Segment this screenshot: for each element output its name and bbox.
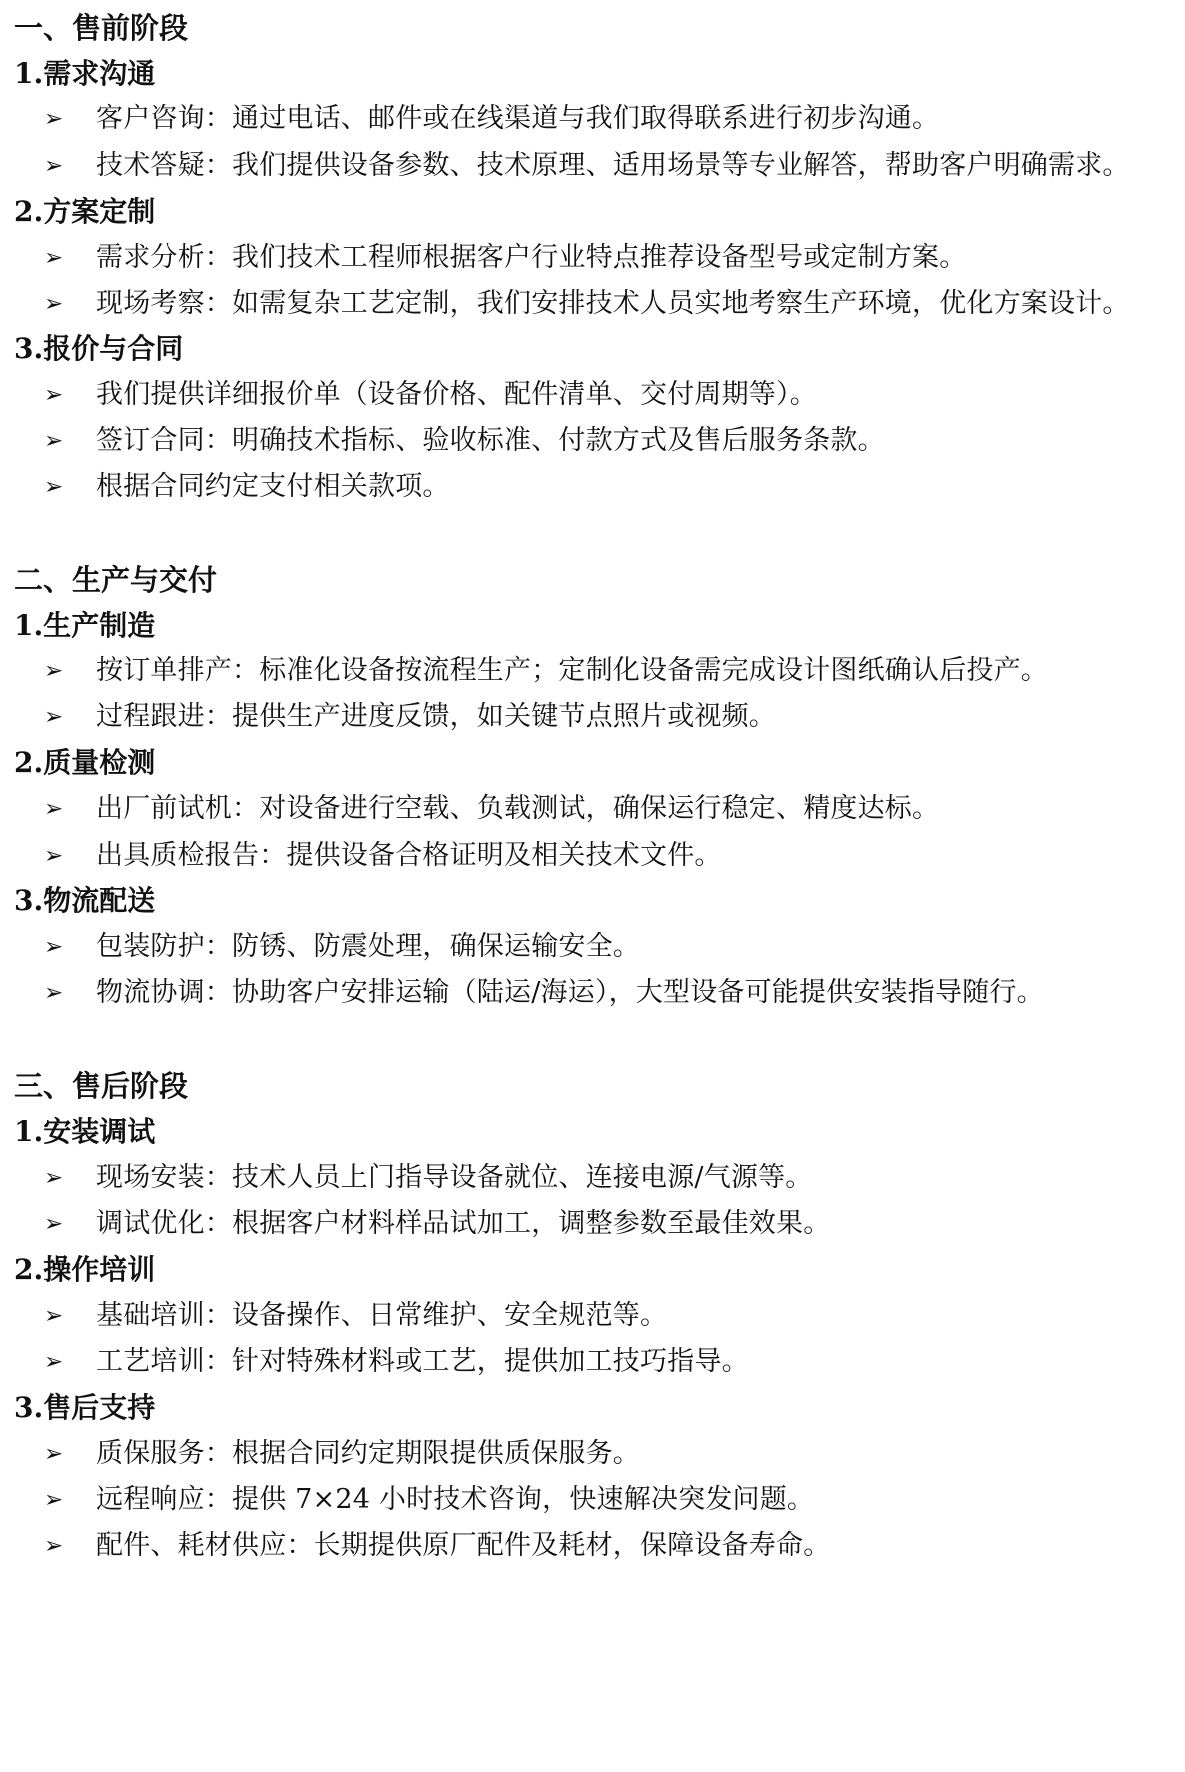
arrow-bullet-icon: ➢ <box>44 291 64 317</box>
arrow-bullet-icon: ➢ <box>44 658 64 684</box>
list-item-text: 质保服务：根据合同约定期限提供质保服务。 <box>96 1438 640 1469</box>
list-item <box>44 1160 813 1196</box>
list-item <box>44 469 450 505</box>
subsection-title-quality-inspection: 2.质量检测 <box>14 746 156 779</box>
list-item <box>44 286 1130 322</box>
section-title-production-delivery: 二、生产与交付 <box>14 563 218 597</box>
subsection-title-support: 3.售后支持 <box>14 1391 156 1424</box>
subsection-title-manufacturing: 1.生产制造 <box>14 609 156 642</box>
arrow-bullet-icon: ➢ <box>44 796 64 822</box>
list-item-text: 需求分析：我们技术工程师根据客户行业特点推荐设备型号或定制方案。 <box>96 242 967 273</box>
subsection-title-logistics: 3.物流配送 <box>14 884 156 917</box>
list-item-text: 调试优化：根据客户材料样品试加工，调整参数至最佳效果。 <box>96 1208 831 1239</box>
list-item-text: 按订单排产：标准化设备按流程生产；定制化设备需完成设计图纸确认后投产。 <box>96 655 1048 686</box>
section-title-presales: 一、售前阶段 <box>14 11 189 45</box>
subsection-title-solution: 2.方案定制 <box>14 195 156 228</box>
list-item <box>44 423 885 459</box>
arrow-bullet-icon: ➢ <box>44 428 64 454</box>
list-item <box>44 377 817 413</box>
list-item <box>44 653 1048 689</box>
list-item-text: 技术答疑：我们提供设备参数、技术原理、适用场景等专业解答，帮助客户明确需求。 <box>96 150 1130 181</box>
subsection-title-installation: 1.安装调试 <box>14 1115 156 1148</box>
arrow-bullet-icon: ➢ <box>44 1303 64 1329</box>
list-item <box>44 101 939 137</box>
arrow-bullet-icon: ➢ <box>44 843 64 869</box>
list-item-text: 基础培训：设备操作、日常维护、安全规范等。 <box>96 1300 668 1331</box>
list-item-text: 我们提供详细报价单（设备价格、配件清单、交付周期等）。 <box>96 379 817 410</box>
list-item <box>44 1344 749 1380</box>
list-item <box>44 929 640 965</box>
list-item-text: 工艺培训：针对特殊材料或工艺，提供加工技巧指导。 <box>96 1346 749 1377</box>
list-item <box>44 1436 640 1472</box>
list-item-text: 物流协调：协助客户安排运输（陆运/海运），大型设备可能提供安装指导随行。 <box>96 977 1044 1008</box>
list-item <box>44 838 722 874</box>
list-item-text: 远程响应：提供 7×24 小时技术咨询，快速解决突发问题。 <box>96 1484 815 1515</box>
arrow-bullet-icon: ➢ <box>44 474 64 500</box>
list-item <box>44 699 776 735</box>
list-item-text: 出厂前试机：对设备进行空载、负载测试，确保运行稳定、精度达标。 <box>96 793 940 824</box>
arrow-bullet-icon: ➢ <box>44 1211 64 1237</box>
list-item-text: 出具质检报告：提供设备合格证明及相关技术文件。 <box>96 840 722 871</box>
list-item-text: 签订合同：明确技术指标、验收标准、付款方式及售后服务条款。 <box>96 425 885 456</box>
arrow-bullet-icon: ➢ <box>44 153 64 179</box>
list-item-text: 现场考察：如需复杂工艺定制，我们安排技术人员实地考察生产环境，优化方案设计。 <box>96 288 1130 319</box>
subsection-title-quote-contract: 3.报价与合同 <box>14 332 184 365</box>
subsection-title-requirements: 1.需求沟通 <box>14 57 156 90</box>
arrow-bullet-icon: ➢ <box>44 1165 64 1191</box>
list-item <box>44 240 966 276</box>
arrow-bullet-icon: ➢ <box>44 980 64 1006</box>
list-item-text: 配件、耗材供应：长期提供原厂配件及耗材，保障设备寿命。 <box>96 1530 831 1561</box>
list-item-text: 包装防护：防锈、防震处理，确保运输安全。 <box>96 931 640 962</box>
list-item <box>44 148 1130 184</box>
arrow-bullet-icon: ➢ <box>44 704 64 730</box>
list-item <box>44 1206 830 1242</box>
list-item-text: 根据合同约定支付相关款项。 <box>96 471 450 502</box>
arrow-bullet-icon: ➢ <box>44 1533 64 1559</box>
arrow-bullet-icon: ➢ <box>44 382 64 408</box>
list-item <box>44 1528 830 1564</box>
list-item-text: 现场安装：技术人员上门指导设备就位、连接电源/气源等。 <box>96 1162 813 1193</box>
arrow-bullet-icon: ➢ <box>44 1487 64 1513</box>
list-item <box>44 1482 814 1518</box>
list-item <box>44 791 939 827</box>
subsection-title-training: 2.操作培训 <box>14 1253 156 1286</box>
arrow-bullet-icon: ➢ <box>44 245 64 271</box>
arrow-bullet-icon: ➢ <box>44 934 64 960</box>
section-title-after-sales: 三、售后阶段 <box>14 1069 189 1103</box>
list-item <box>44 975 1044 1011</box>
list-item-text: 客户咨询：通过电话、邮件或在线渠道与我们取得联系进行初步沟通。 <box>96 103 940 134</box>
arrow-bullet-icon: ➢ <box>44 106 64 132</box>
arrow-bullet-icon: ➢ <box>44 1349 64 1375</box>
list-item-text: 过程跟进：提供生产进度反馈，如关键节点照片或视频。 <box>96 701 776 732</box>
list-item <box>44 1298 667 1334</box>
arrow-bullet-icon: ➢ <box>44 1441 64 1467</box>
